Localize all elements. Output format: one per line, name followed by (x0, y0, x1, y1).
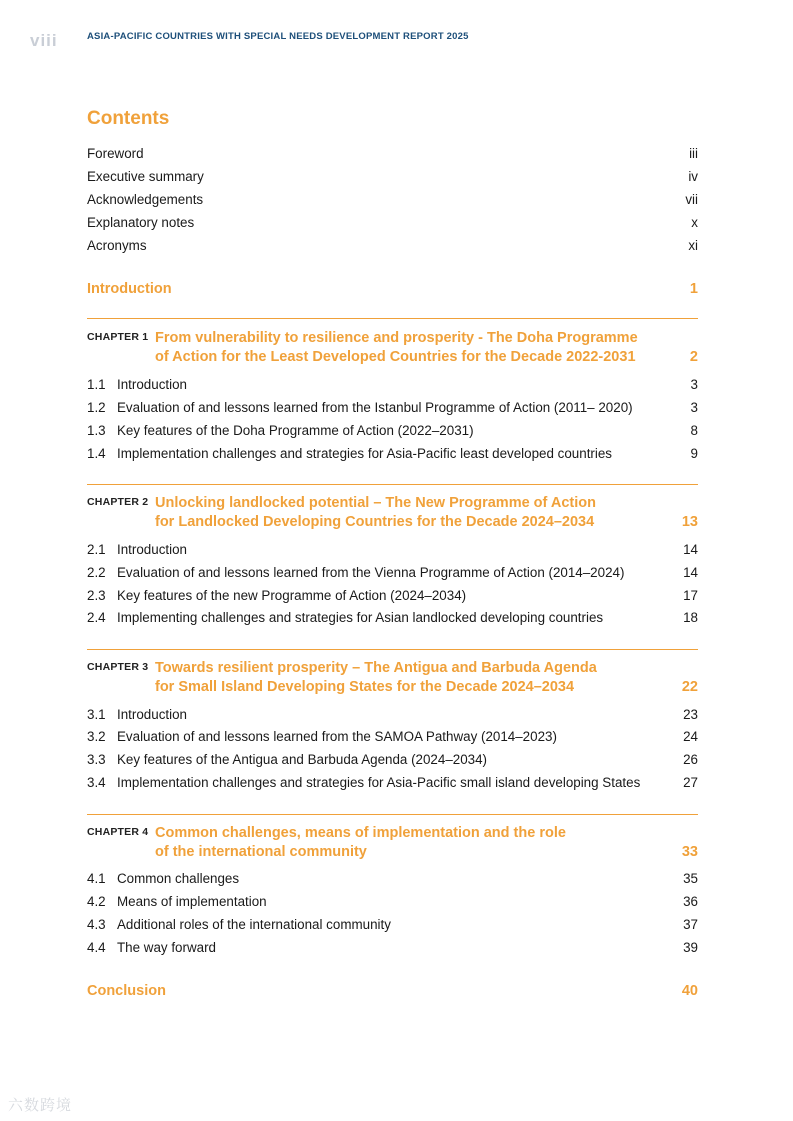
chapter-title (155, 494, 655, 532)
watermark-logo: 六数跨境 (8, 1097, 73, 1114)
section-page: 23 (683, 707, 698, 722)
section-page: 17 (683, 588, 698, 603)
section-number: 1.2 (87, 400, 106, 415)
chapter-title-line: Common challenges, means of implementation and the role (155, 825, 566, 841)
chapter-page: 13 (681, 514, 698, 530)
toc-section-2-3[interactable] (87, 587, 698, 605)
toc-entry-title: Introduction (87, 281, 172, 297)
toc-entry-executive-summary[interactable] (87, 168, 698, 186)
section-page: 3 (690, 377, 698, 392)
section-title: Implementation challenges and strategies for Asia-Pacific least developed countries (117, 446, 612, 461)
toc-section-3-3[interactable] (87, 751, 698, 769)
section-number: 2.3 (87, 588, 106, 603)
section-number: 1.1 (87, 377, 106, 392)
toc-section-3-4[interactable] (87, 774, 698, 792)
chapter-page: 2 (689, 349, 698, 365)
section-title: Evaluation of and lessons learned from the Istanbul Programme of Action (2011– 2020) (117, 400, 633, 415)
toc-section-1-1[interactable] (87, 376, 698, 394)
toc-entry-title: Executive summary (87, 169, 204, 184)
section-title: Introduction (117, 377, 187, 392)
section-number: 3.3 (87, 752, 106, 767)
toc-entry-page: 1 (689, 281, 698, 297)
chapter-label: CHAPTER 3 (87, 661, 149, 673)
section-title: Common challenges (117, 871, 240, 886)
section-title: Implementation challenges and strategies for Asia-Pacific small island developing States (117, 775, 641, 790)
chapter-2-heading[interactable] (87, 494, 698, 532)
toc-section-4-3[interactable] (87, 916, 698, 934)
toc-entry-acknowledgements[interactable] (87, 191, 698, 209)
section-number: 2.2 (87, 565, 106, 580)
section-title: Evaluation of and lessons learned from the SAMOA Pathway (2014–2023) (117, 729, 557, 744)
divider (87, 318, 698, 319)
page-number: viii (30, 31, 58, 50)
contents-heading: Contents (87, 108, 170, 129)
toc-entry-title: Conclusion (87, 983, 166, 999)
section-number: 4.3 (87, 917, 106, 932)
toc-entry-title: Acronyms (87, 238, 147, 253)
section-page: 9 (690, 446, 698, 461)
section-title: Key features of the new Programme of Action (2024–2034) (117, 588, 467, 603)
chapter-title (155, 659, 655, 697)
chapter-title-line: of the international community (155, 844, 367, 860)
section-page: 37 (683, 917, 698, 932)
section-number: 2.4 (87, 610, 106, 625)
section-title: Key features of the Doha Programme of Action (2022–2031) (117, 423, 474, 438)
toc-entry-page: iv (688, 169, 698, 184)
section-page: 14 (683, 565, 698, 580)
toc-section-1-2[interactable] (87, 399, 698, 417)
chapter-page: 22 (681, 679, 698, 695)
toc-entry-page: 40 (681, 983, 698, 999)
section-page: 18 (683, 610, 698, 625)
toc-entry-title: Foreword (87, 146, 144, 161)
toc-entry-page: iii (689, 146, 698, 161)
toc-section-2-2[interactable] (87, 564, 698, 582)
chapter-label: CHAPTER 2 (87, 496, 149, 508)
chapter-title-line: of Action for the Least Developed Countries for the Decade 2022-2031 (155, 349, 636, 365)
section-page: 39 (683, 940, 698, 955)
chapter-title-line: for Landlocked Developing Countries for the Decade 2024–2034 (155, 514, 595, 530)
toc-entry-introduction[interactable] (87, 280, 698, 298)
chapter-label: CHAPTER 4 (87, 826, 149, 838)
section-number: 1.3 (87, 423, 106, 438)
divider (87, 484, 698, 485)
chapter-1-heading[interactable] (87, 329, 698, 367)
section-page: 8 (690, 423, 698, 438)
section-title: Key features of the Antigua and Barbuda Agenda (2024–2034) (117, 752, 488, 767)
section-page: 27 (683, 775, 698, 790)
toc-entry-page: x (691, 215, 698, 230)
section-number: 3.1 (87, 707, 106, 722)
chapter-3-heading[interactable] (87, 659, 698, 697)
chapter-title-line: From vulnerability to resilience and prosperity - The Doha Programme (155, 330, 638, 346)
section-page: 24 (683, 729, 698, 744)
toc-section-4-4[interactable] (87, 939, 698, 957)
section-page: 14 (683, 542, 698, 557)
chapter-page: 33 (681, 844, 698, 860)
toc-section-2-4[interactable] (87, 609, 698, 627)
toc-entry-explanatory-notes[interactable] (87, 214, 698, 232)
section-number: 4.2 (87, 894, 106, 909)
section-number: 1.4 (87, 446, 106, 461)
section-number: 4.4 (87, 940, 106, 955)
running-header: ASIA-PACIFIC COUNTRIES WITH SPECIAL NEEDS DEVELOPMENT REPORT 2025 (87, 31, 469, 42)
section-title: Means of implementation (117, 894, 267, 909)
chapter-title-line: Unlocking landlocked potential – The New Programme of Action (155, 495, 596, 511)
section-page: 36 (683, 894, 698, 909)
chapter-4-heading[interactable] (87, 824, 698, 862)
section-title: Introduction (117, 542, 187, 557)
section-title: The way forward (117, 940, 216, 955)
toc-entry-page: xi (688, 238, 698, 253)
section-number: 3.2 (87, 729, 106, 744)
divider (87, 649, 698, 650)
chapter-label: CHAPTER 1 (87, 331, 149, 343)
section-title: Additional roles of the international community (117, 917, 391, 932)
toc-entry-conclusion[interactable] (87, 982, 698, 1000)
toc-entry-foreword[interactable] (87, 145, 698, 163)
chapter-title-line: Towards resilient prosperity – The Antigua and Barbuda Agenda (155, 660, 597, 676)
section-title: Introduction (117, 707, 187, 722)
toc-entry-acronyms[interactable] (87, 237, 698, 255)
chapter-title (155, 329, 655, 367)
toc-section-2-1[interactable] (87, 541, 698, 559)
toc-section-4-1[interactable] (87, 870, 698, 888)
chapter-title (155, 824, 655, 862)
section-page: 3 (690, 400, 698, 415)
chapter-title-line: for Small Island Developing States for the Decade 2024–2034 (155, 679, 575, 695)
section-number: 4.1 (87, 871, 106, 886)
toc-entry-title: Explanatory notes (87, 215, 195, 230)
section-page: 35 (683, 871, 698, 886)
section-page: 26 (683, 752, 698, 767)
toc-section-3-2[interactable] (87, 728, 698, 746)
toc-section-1-3[interactable] (87, 422, 698, 440)
toc-entry-title: Acknowledgements (87, 192, 204, 207)
toc-section-3-1[interactable] (87, 706, 698, 724)
section-title: Implementing challenges and strategies for Asian landlocked developing countries (117, 610, 604, 625)
toc-section-1-4[interactable] (87, 445, 698, 463)
section-number: 3.4 (87, 775, 106, 790)
divider (87, 814, 698, 815)
toc-entry-page: vii (685, 192, 698, 207)
section-title: Evaluation of and lessons learned from the Vienna Programme of Action (2014–2024) (117, 565, 625, 580)
toc-section-4-2[interactable] (87, 893, 698, 911)
section-number: 2.1 (87, 542, 106, 557)
